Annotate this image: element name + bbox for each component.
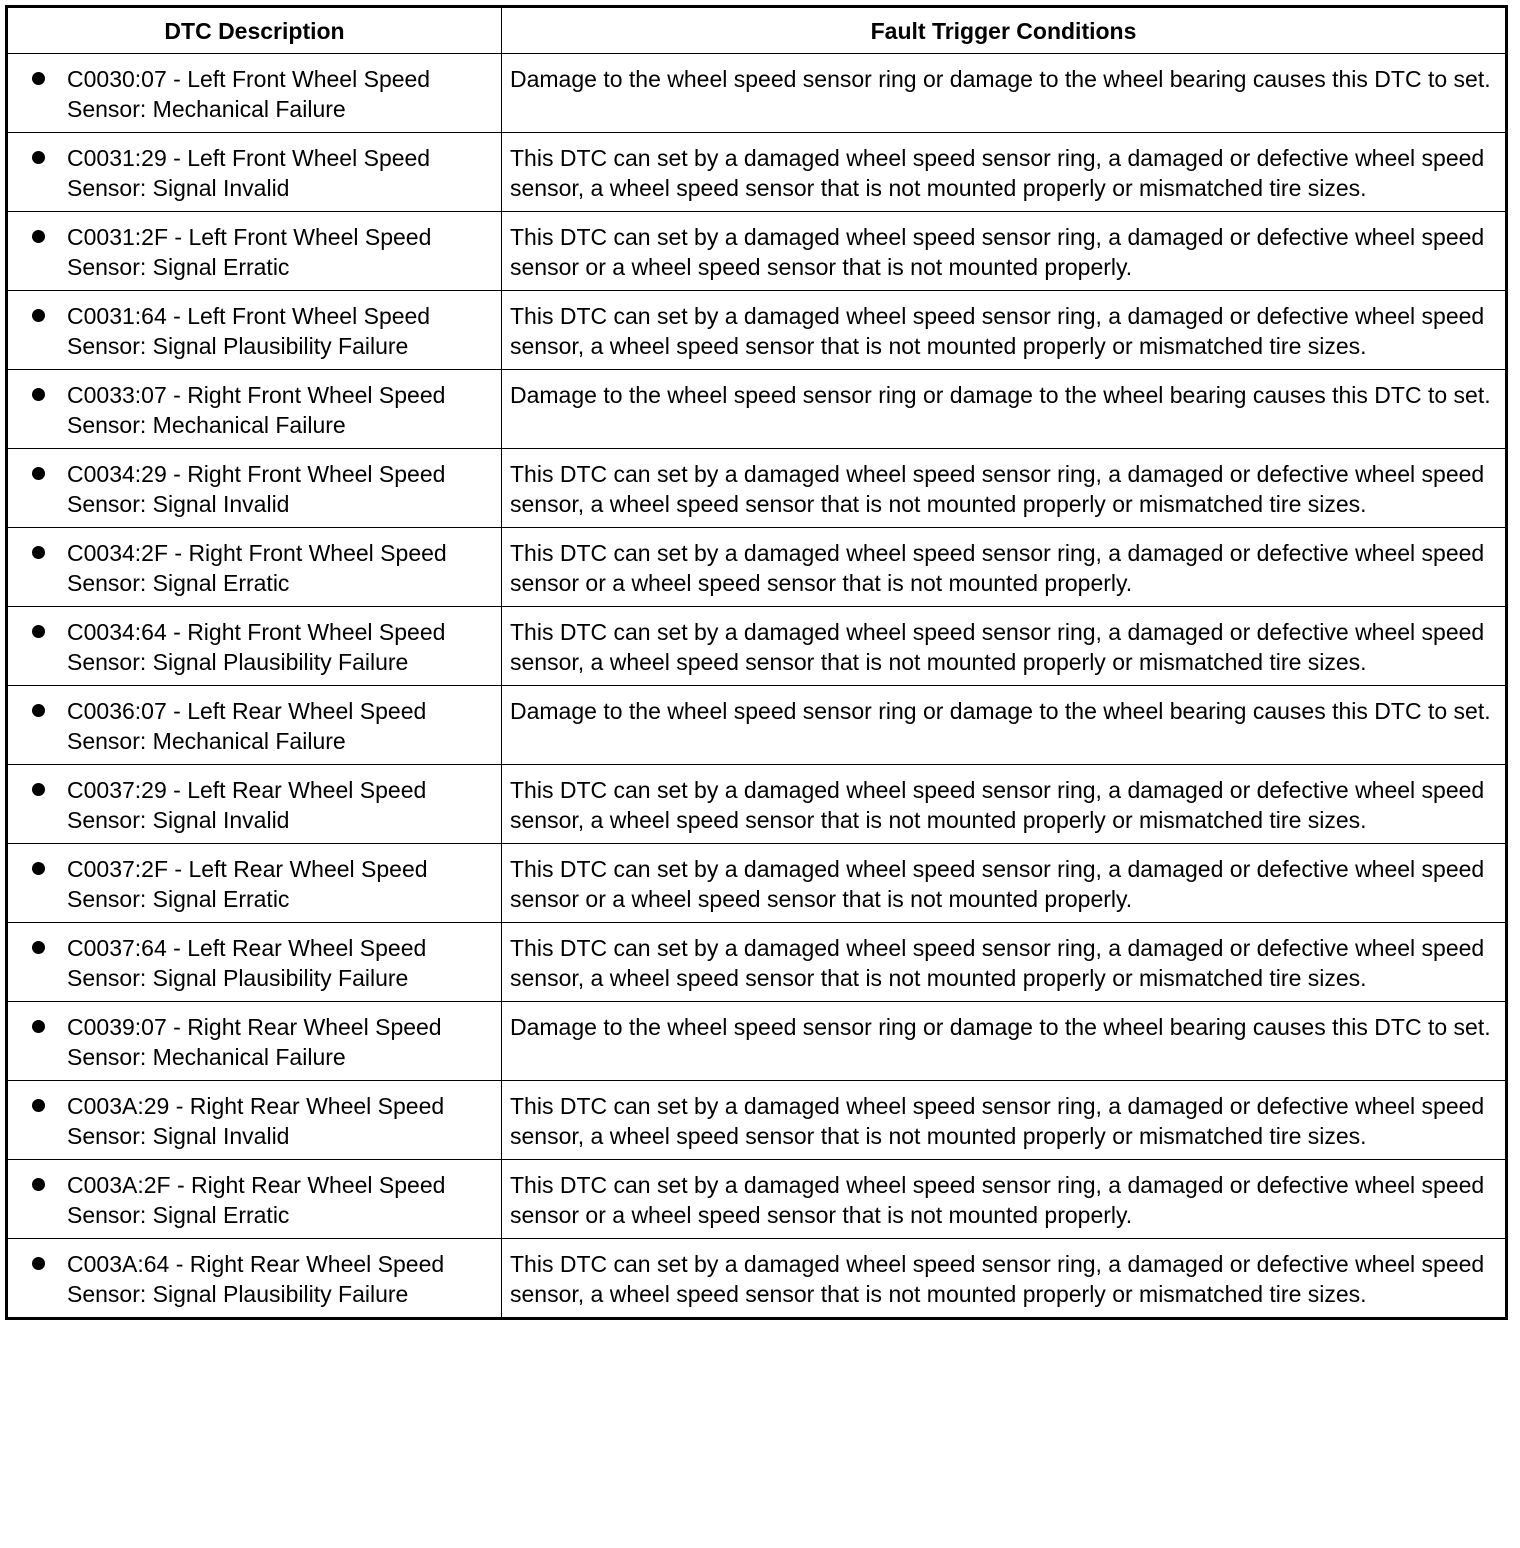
dtc-description-text: C003A:64 - Right Rear Wheel Speed Sensor: Signal Plausibility Failure [67, 1251, 445, 1307]
dtc-description-text: C0036:07 - Left Rear Wheel Speed Sensor: Mechanical Failure [67, 698, 427, 754]
fault-condition-cell: Damage to the wheel speed sensor ring or damage to the wheel bearing causes this DTC to set. [502, 54, 1507, 133]
fault-condition-cell: This DTC can set by a damaged wheel speed sensor ring, a damaged or defective wheel speed sensor, a wheel speed sensor that is not mounted properly or mismatched tire sizes. [502, 765, 1507, 844]
bullet-icon [32, 1099, 45, 1112]
dtc-description-text: C0031:2F - Left Front Wheel Speed Sensor: Signal Erratic [67, 224, 432, 280]
dtc-description-cell [7, 1239, 502, 1319]
dtc-description-text: C003A:2F - Right Rear Wheel Speed Sensor: Signal Erratic [67, 1172, 446, 1228]
bullet-icon [32, 467, 45, 480]
dtc-description-cell [7, 686, 502, 765]
dtc-description-text: C0031:29 - Left Front Wheel Speed Sensor: Signal Invalid [67, 145, 431, 201]
fault-condition-cell: Damage to the wheel speed sensor ring or damage to the wheel bearing causes this DTC to set. [502, 686, 1507, 765]
dtc-description-text: C0037:29 - Left Rear Wheel Speed Sensor: Signal Invalid [67, 777, 427, 833]
table-row [7, 370, 1507, 449]
bullet-icon [32, 546, 45, 559]
dtc-description-text: C0034:29 - Right Front Wheel Speed Sensor: Signal Invalid [67, 461, 446, 517]
dtc-description-cell [7, 370, 502, 449]
fault-condition-cell: This DTC can set by a damaged wheel speed sensor ring, a damaged or defective wheel speed sensor, a wheel speed sensor that is not mounted properly or mismatched tire sizes. [502, 1239, 1507, 1319]
bullet-icon [32, 230, 45, 243]
fault-condition-cell: This DTC can set by a damaged wheel speed sensor ring, a damaged or defective wheel speed sensor or a wheel speed sensor that is not mounted properly. [502, 844, 1507, 923]
fault-condition-cell: This DTC can set by a damaged wheel speed sensor ring, a damaged or defective wheel speed sensor, a wheel speed sensor that is not mounted properly or mismatched tire sizes. [502, 607, 1507, 686]
header-fault-trigger-conditions: Fault Trigger Conditions [502, 7, 1507, 54]
dtc-description-cell [7, 923, 502, 1002]
fault-condition-cell: Damage to the wheel speed sensor ring or damage to the wheel bearing causes this DTC to set. [502, 370, 1507, 449]
table-row [7, 1002, 1507, 1081]
bullet-icon [32, 783, 45, 796]
dtc-description-cell [7, 1002, 502, 1081]
bullet-icon [32, 72, 45, 85]
dtc-description-text: C0037:2F - Left Rear Wheel Speed Sensor: Signal Erratic [67, 856, 428, 912]
bullet-icon [32, 388, 45, 401]
fault-condition-cell: This DTC can set by a damaged wheel speed sensor ring, a damaged or defective wheel speed sensor or a wheel speed sensor that is not mounted properly. [502, 1160, 1507, 1239]
fault-condition-cell: This DTC can set by a damaged wheel speed sensor ring, a damaged or defective wheel speed sensor or a wheel speed sensor that is not mounted properly. [502, 212, 1507, 291]
dtc-description-cell [7, 607, 502, 686]
dtc-description-cell [7, 844, 502, 923]
table-row [7, 1239, 1507, 1319]
dtc-description-text: C0033:07 - Right Front Wheel Speed Sensor: Mechanical Failure [67, 382, 446, 438]
dtc-description-text: C003A:29 - Right Rear Wheel Speed Sensor: Signal Invalid [67, 1093, 445, 1149]
table-row [7, 291, 1507, 370]
dtc-description-cell [7, 528, 502, 607]
table-row [7, 607, 1507, 686]
bullet-icon [32, 1020, 45, 1033]
table-row [7, 686, 1507, 765]
dtc-description-cell [7, 1160, 502, 1239]
dtc-description-cell [7, 765, 502, 844]
table-row [7, 212, 1507, 291]
bullet-icon [32, 151, 45, 164]
bullet-icon [32, 862, 45, 875]
fault-condition-cell: This DTC can set by a damaged wheel speed sensor ring, a damaged or defective wheel speed sensor or a wheel speed sensor that is not mounted properly. [502, 528, 1507, 607]
dtc-description-text: C0030:07 - Left Front Wheel Speed Sensor: Mechanical Failure [67, 66, 431, 122]
header-dtc-description: DTC Description [7, 7, 502, 54]
dtc-description-cell [7, 1081, 502, 1160]
table-header-row [7, 7, 1507, 54]
dtc-description-cell [7, 449, 502, 528]
dtc-description-text: C0031:64 - Left Front Wheel Speed Sensor: Signal Plausibility Failure [67, 303, 431, 359]
table-body [7, 54, 1507, 1319]
bullet-icon [32, 309, 45, 322]
table-row [7, 133, 1507, 212]
table-row [7, 1081, 1507, 1160]
fault-condition-cell: This DTC can set by a damaged wheel speed sensor ring, a damaged or defective wheel speed sensor, a wheel speed sensor that is not mounted properly or mismatched tire sizes. [502, 1081, 1507, 1160]
bullet-icon [32, 1178, 45, 1191]
bullet-icon [32, 941, 45, 954]
dtc-description-text: C0039:07 - Right Rear Wheel Speed Sensor: Mechanical Failure [67, 1014, 442, 1070]
fault-condition-cell: This DTC can set by a damaged wheel speed sensor ring, a damaged or defective wheel speed sensor, a wheel speed sensor that is not mounted properly or mismatched tire sizes. [502, 133, 1507, 212]
table-row [7, 844, 1507, 923]
bullet-icon [32, 704, 45, 717]
dtc-description-text: C0037:64 - Left Rear Wheel Speed Sensor: Signal Plausibility Failure [67, 935, 427, 991]
dtc-description-text: C0034:2F - Right Front Wheel Speed Sensor: Signal Erratic [67, 540, 447, 596]
fault-condition-cell: This DTC can set by a damaged wheel speed sensor ring, a damaged or defective wheel speed sensor, a wheel speed sensor that is not mounted properly or mismatched tire sizes. [502, 291, 1507, 370]
table-row [7, 1160, 1507, 1239]
fault-condition-cell: This DTC can set by a damaged wheel speed sensor ring, a damaged or defective wheel speed sensor, a wheel speed sensor that is not mounted properly or mismatched tire sizes. [502, 923, 1507, 1002]
table-row [7, 765, 1507, 844]
table-row [7, 54, 1507, 133]
table-row [7, 528, 1507, 607]
dtc-description-cell [7, 54, 502, 133]
table-row [7, 923, 1507, 1002]
dtc-description-cell [7, 133, 502, 212]
dtc-description-cell [7, 212, 502, 291]
fault-condition-cell: This DTC can set by a damaged wheel speed sensor ring, a damaged or defective wheel speed sensor, a wheel speed sensor that is not mounted properly or mismatched tire sizes. [502, 449, 1507, 528]
bullet-icon [32, 1257, 45, 1270]
fault-condition-cell: Damage to the wheel speed sensor ring or damage to the wheel bearing causes this DTC to set. [502, 1002, 1507, 1081]
dtc-description-cell [7, 291, 502, 370]
table-row [7, 449, 1507, 528]
dtc-table [5, 5, 1508, 1320]
bullet-icon [32, 625, 45, 638]
dtc-description-text: C0034:64 - Right Front Wheel Speed Sensor: Signal Plausibility Failure [67, 619, 446, 675]
